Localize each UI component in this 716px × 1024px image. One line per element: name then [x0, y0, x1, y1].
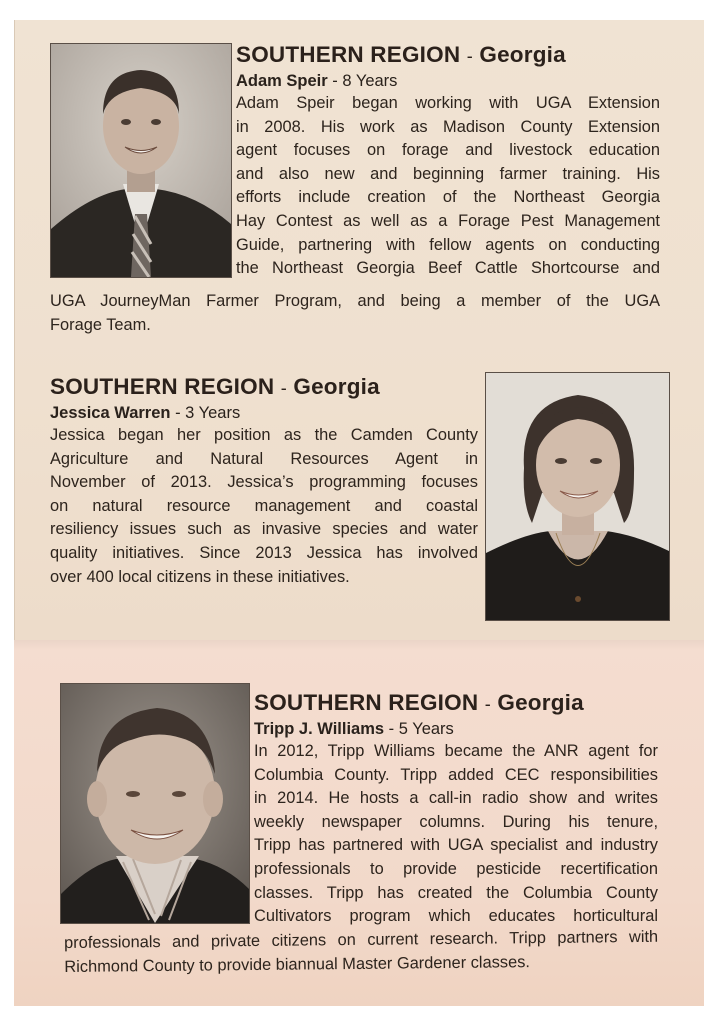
bio-line: in 2014. He hosts a call-in radio show and writes — [254, 789, 658, 808]
state-label: Georgia — [497, 690, 584, 715]
profile-subheading — [50, 402, 478, 424]
bio-line: Cultivators program which educates horticultural — [254, 907, 658, 926]
agent-name: Adam Speir — [236, 72, 328, 90]
profile-tripp-williams — [254, 690, 658, 929]
profile-bio — [254, 740, 658, 929]
heading-separator: - — [466, 46, 473, 66]
profile-photo-tripp-williams — [60, 683, 250, 924]
bio-line: professionals to provide pesticide recertification — [254, 859, 658, 878]
profile-jessica-warren — [50, 374, 478, 589]
profile-heading — [50, 374, 478, 401]
profile-heading — [254, 690, 658, 717]
bio-line: over 400 local citizens in these initiatives. — [50, 567, 350, 586]
state-label: Georgia — [479, 42, 566, 67]
bio-line: Columbia County. Tripp added CEC responsibilities — [254, 765, 658, 784]
agent-name: Tripp J. Williams — [254, 720, 385, 738]
bio-line: on natural resource management and coastal — [50, 496, 478, 515]
profile-heading — [236, 42, 660, 69]
profile-bio — [50, 424, 478, 589]
bio-line: weekly newspaper columns. During his tenure, — [254, 812, 658, 831]
state-label: Georgia — [293, 374, 380, 399]
agent-name: Jessica Warren — [50, 404, 171, 422]
bio-line: agent focuses on forage and livestock education — [236, 141, 660, 160]
bio-line: Richmond County to provide biannual Master Gardener classes. — [64, 952, 530, 976]
bio-line: quality initiatives. Since 2013 Jessica has involved — [50, 543, 478, 562]
bio-line: and also new and beginning farmer training. His — [236, 164, 660, 183]
bio-line: November of 2013. Jessica’s programming focuses — [50, 473, 478, 492]
portrait-man-icon — [51, 44, 231, 277]
heading-separator: - — [280, 378, 287, 398]
region-label: SOUTHERN REGION — [236, 42, 461, 67]
bio-line: Jessica began her position as the Camden County — [50, 426, 478, 444]
portrait-man-icon — [61, 684, 249, 923]
profile-subheading — [254, 718, 658, 740]
region-label: SOUTHERN REGION — [254, 690, 479, 715]
profile-subheading — [236, 70, 660, 92]
bio-line: efforts include creation of the Northeast Georgia — [236, 188, 660, 207]
profile-adam-speir — [236, 42, 660, 281]
bio-line: in 2008. His work as Madison County Extension — [236, 117, 660, 136]
bio-line: Guide, partnering with fellow agents on conducting — [236, 235, 660, 254]
bio-line: professionals and private citizens on current research. Tripp partners with — [64, 927, 659, 952]
tenure-years: - 5 Years — [388, 720, 454, 738]
tenure-years: - 8 Years — [332, 72, 398, 90]
bio-line: classes. Tripp has created the Columbia County — [254, 883, 658, 902]
profile-bio-continued — [64, 926, 658, 979]
profile-bio-continued — [50, 290, 660, 337]
bio-line: In 2012, Tripp Williams became the ANR agent for — [254, 742, 658, 760]
bio-line: UGA JourneyMan Farmer Program, and being a member of the UGA — [50, 292, 660, 310]
portrait-woman-icon — [486, 373, 669, 620]
bio-line: Forage Team. — [50, 315, 151, 334]
profile-photo-adam-speir — [50, 43, 232, 278]
bio-line: the Northeast Georgia Beef Cattle Shortcourse and — [236, 259, 660, 278]
region-label: SOUTHERN REGION — [50, 374, 275, 399]
profile-bio — [236, 92, 660, 281]
tenure-years: - 3 Years — [175, 404, 241, 422]
bio-line: Adam Speir began working with UGA Extension — [236, 94, 660, 112]
heading-separator: - — [484, 694, 491, 714]
profile-photo-jessica-warren — [485, 372, 670, 621]
bio-line: Hay Contest as well as a Forage Pest Management — [236, 211, 660, 230]
bio-line: Tripp has partnered with UGA specialist and industry — [254, 836, 658, 855]
bio-line: Agriculture and Natural Resources Agent in — [50, 449, 478, 468]
bio-line: resiliency issues such as invasive species and water — [50, 520, 478, 539]
